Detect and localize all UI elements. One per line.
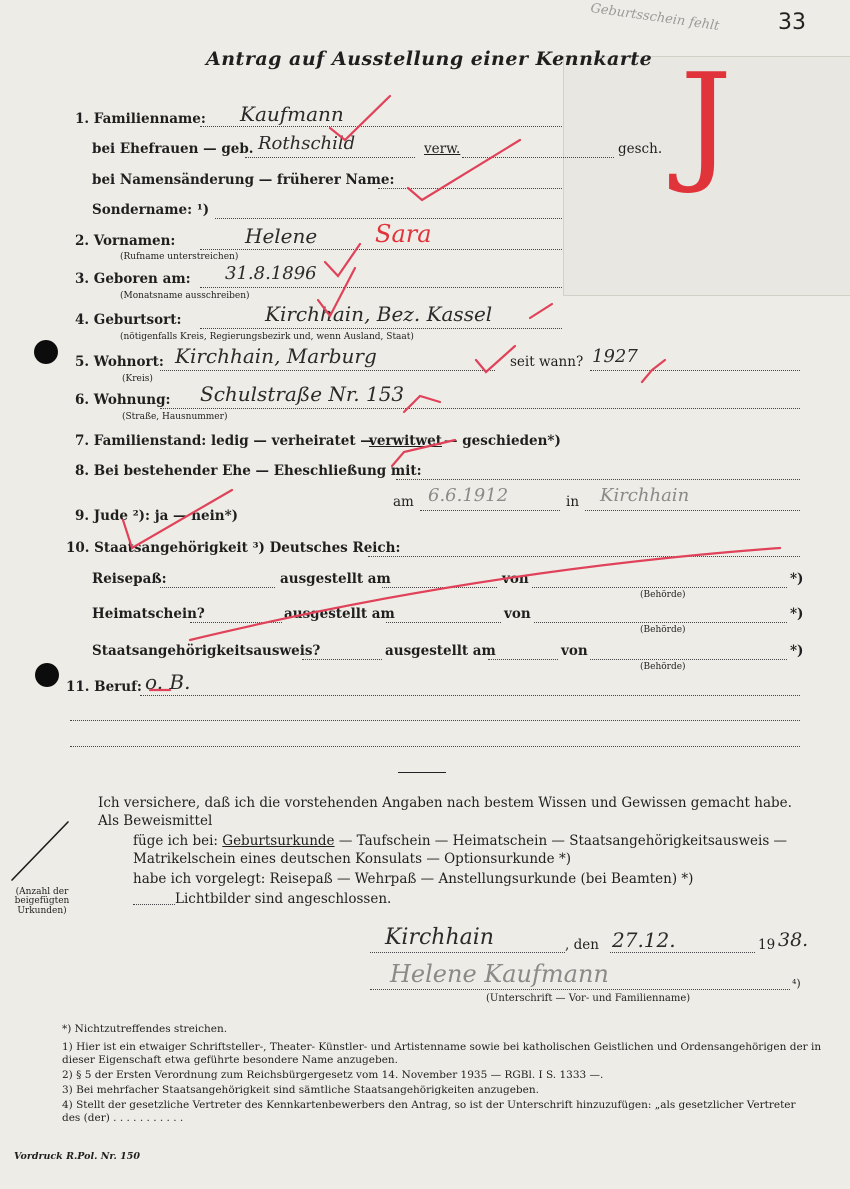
fuege-bei-rest: — Taufschein — Heimatschein — Staatsangehörigkeitsausweis — bbox=[338, 833, 788, 849]
extra-line-1 bbox=[70, 720, 800, 721]
year-prefix: 19 bbox=[758, 937, 776, 953]
field-2-line bbox=[200, 249, 562, 250]
form-title: Antrag auf Ausstellung einer Kennkarte bbox=[206, 48, 653, 70]
punch-hole-top bbox=[34, 340, 58, 364]
declaration-line-1: Ich versichere, daß ich die vorstehenden Angaben nach bestem Wissen und Gewissen gemacht habe. bbox=[98, 795, 792, 811]
field-6-line bbox=[160, 408, 800, 409]
geburtsurkunde-label: Geburtsurkunde bbox=[222, 833, 335, 849]
strike-line bbox=[190, 548, 780, 640]
field-2-note: (Rufname unterstreichen) bbox=[120, 252, 239, 262]
field-11-line bbox=[140, 695, 800, 696]
field-5-label: 5. Wohnort: bbox=[75, 354, 164, 370]
sondername-label: Sondername: ¹) bbox=[92, 202, 210, 218]
reisepass-star: *) bbox=[790, 571, 804, 587]
heimatschein-star: *) bbox=[790, 606, 804, 622]
field-3-label: 3. Geboren am: bbox=[75, 271, 191, 287]
in-label: in bbox=[566, 494, 580, 510]
reisepass-line-1 bbox=[160, 587, 275, 588]
check-mark-8 bbox=[404, 396, 440, 412]
date-line bbox=[610, 952, 755, 953]
declaration-line-4: Matrikelschein eines deutschen Konsulats — Optionsurkunde *) bbox=[133, 851, 571, 867]
heimatschein-ausgestellt: ausgestellt am bbox=[284, 606, 395, 622]
staatsausweis-behoerde: (Behörde) bbox=[640, 662, 686, 672]
field-3-value: 31.8.1896 bbox=[225, 263, 317, 284]
reisepass-line-3 bbox=[532, 587, 787, 588]
den-label: , den bbox=[565, 937, 599, 953]
field-1-label: 1. Familienname: bbox=[75, 111, 206, 127]
field-4-label: 4. Geburtsort: bbox=[75, 312, 182, 328]
ehefrauen-label: bei Ehefrauen — geb. bbox=[92, 141, 254, 157]
field-3-note: (Monatsname ausschreiben) bbox=[120, 291, 250, 301]
reisepass-label: Reisepaß: bbox=[92, 571, 167, 587]
field-4-value: Kirchhain, Bez. Kassel bbox=[265, 302, 493, 326]
check-mark-5 bbox=[530, 304, 552, 318]
am-value: 6.6.1912 bbox=[428, 485, 509, 506]
field-10-line bbox=[368, 556, 800, 557]
in-line bbox=[585, 510, 800, 511]
declaration-line-5: habe ich vorgelegt: Reisepaß — Wehrpaß — Anstellungsurkunde (bei Beamten) *) bbox=[133, 871, 694, 887]
staatsausweis-line-2 bbox=[488, 659, 558, 660]
footnote-1b: dieser Eigenschaft etwa geführte besondere Name anzugeben. bbox=[62, 1054, 399, 1066]
namensaenderung-line bbox=[378, 188, 562, 189]
check-mark-7 bbox=[642, 360, 665, 382]
heimatschein-line-2 bbox=[386, 622, 501, 623]
signature-note: (Unterschrift — Vor- und Familienname) bbox=[486, 993, 691, 1004]
separator bbox=[398, 772, 446, 773]
seit-wann-line bbox=[590, 370, 800, 371]
field-5-note: (Kreis) bbox=[122, 374, 153, 384]
field-8-line bbox=[396, 479, 800, 480]
date-value: 27.12. bbox=[612, 928, 676, 952]
lichtbilder-line bbox=[133, 904, 175, 905]
heimatschein-line-3 bbox=[534, 622, 787, 623]
seit-wann-label: seit wann? bbox=[510, 354, 584, 370]
declaration-line-2: Als Beweismittel bbox=[98, 813, 213, 829]
form-number: Vordruck R.Pol. Nr. 150 bbox=[14, 1151, 140, 1162]
footnote-4b: des (der) . . . . . . . . . . . bbox=[62, 1112, 184, 1124]
field-7-verwitwet: verwitwet bbox=[369, 433, 442, 449]
field-6-value: Schulstraße Nr. 153 bbox=[200, 382, 405, 406]
sondername-line bbox=[215, 218, 562, 219]
field-6-label: 6. Wohnung: bbox=[75, 392, 171, 408]
staatsausweis-line-1 bbox=[302, 659, 382, 660]
seit-wann-value: 1927 bbox=[592, 346, 638, 367]
footnote-star: *) Nichtzutreffendes streichen. bbox=[62, 1023, 228, 1035]
gesch-label: gesch. bbox=[618, 141, 663, 157]
pencil-note: Geburtsschein fehlt bbox=[589, 1, 721, 34]
verw-label: verw. bbox=[424, 141, 461, 157]
red-j-stamp: J bbox=[680, 45, 733, 197]
field-7-rest: — geschieden*) bbox=[444, 433, 561, 449]
extra-line-2 bbox=[70, 746, 800, 747]
signature-line bbox=[370, 989, 790, 990]
place-value: Kirchhain bbox=[385, 925, 494, 950]
footnote-3: 3) Bei mehrfacher Staatsangehörigkeit sind sämtliche Staatsangehörigkeiten anzugeben. bbox=[62, 1084, 539, 1096]
field-3-line bbox=[200, 287, 562, 288]
reisepass-von: von bbox=[502, 571, 529, 587]
heimatschein-line-1 bbox=[190, 622, 282, 623]
am-line bbox=[420, 510, 560, 511]
heimatschein-label: Heimatschein? bbox=[92, 606, 205, 622]
heimatschein-von: von bbox=[504, 606, 531, 622]
page-number: 33 bbox=[778, 10, 806, 35]
field-9-label: 9. Jude ²): ja — nein*) bbox=[75, 508, 239, 524]
field-4-line bbox=[200, 328, 562, 329]
field-4-note: (nötigenfalls Kreis, Regierungsbezirk und, wenn Ausland, Staat) bbox=[120, 332, 414, 342]
field-10-label: 10. Staatsangehörigkeit ³) Deutsches Reich: bbox=[66, 540, 401, 556]
field-2-label: 2. Vornamen: bbox=[75, 233, 176, 249]
ehefrauen-line bbox=[245, 157, 415, 158]
in-value: Kirchhain bbox=[600, 485, 690, 506]
field-11-label: 11. Beruf: bbox=[66, 679, 142, 695]
reisepass-behoerde: (Behörde) bbox=[640, 590, 686, 600]
field-1-value: Kaufmann bbox=[240, 102, 344, 126]
staatsausweis-ausgestellt: ausgestellt am bbox=[385, 643, 496, 659]
signature: Helene Kaufmann bbox=[390, 960, 609, 988]
field-7-label: 7. Familienstand: ledig — verheiratet — bbox=[75, 433, 374, 449]
verw-line bbox=[462, 157, 614, 158]
staatsausweis-line-3 bbox=[590, 659, 787, 660]
namensaenderung-label: bei Namensänderung — früherer Name: bbox=[92, 172, 395, 188]
anzahl-slash bbox=[12, 822, 68, 880]
field-6-note: (Straße, Hausnummer) bbox=[122, 412, 228, 422]
signature-mark: ⁴) bbox=[792, 977, 801, 990]
year-suffix: 38. bbox=[778, 929, 809, 951]
declaration-line-6: Lichtbilder sind angeschlossen. bbox=[175, 891, 392, 907]
field-2-value: Helene bbox=[245, 224, 318, 248]
heimatschein-behoerde: (Behörde) bbox=[640, 625, 686, 635]
staatsausweis-von: von bbox=[561, 643, 588, 659]
reisepass-line-2 bbox=[382, 587, 497, 588]
declaration-line-3 bbox=[133, 833, 787, 849]
ehefrauen-value: Rothschild bbox=[258, 133, 356, 154]
reisepass-ausgestellt: ausgestellt am bbox=[280, 571, 391, 587]
field-5-value: Kirchhain, Marburg bbox=[175, 344, 377, 368]
anzahl-note: (Anzahl der beigefügten Urkunden) bbox=[14, 887, 70, 916]
footnote-2: 2) § 5 der Ersten Verordnung zum Reichsbürgergesetz vom 14. November 1935 — RGBl. I S. 1333 —. bbox=[62, 1069, 604, 1081]
field-2-red-name: Sara bbox=[375, 220, 432, 248]
punch-hole-bottom bbox=[35, 663, 59, 687]
staatsausweis-label: Staatsangehörigkeitsausweis? bbox=[92, 643, 321, 659]
staatsausweis-star: *) bbox=[790, 643, 804, 659]
field-8-label: 8. Bei bestehender Ehe — Eheschließung mit: bbox=[75, 463, 422, 479]
field-5-line bbox=[160, 370, 495, 371]
place-line bbox=[370, 952, 565, 953]
am-label: am bbox=[393, 494, 414, 510]
footnote-4a: 4) Stellt der gesetzliche Vertreter des Kennkartenbewerbers den Antrag, so ist der Unterschrift hinzuzufügen: „als gesetzlicher Vertreter bbox=[62, 1099, 796, 1111]
fuege-bei-label: füge ich bei: bbox=[133, 833, 218, 849]
footnote-1a: 1) Hier ist ein etwaiger Schriftsteller-, Theater- Künstler- und Artistenname sowie bei katholischen Geistlichen und Ordensangehörigen der in bbox=[62, 1041, 822, 1053]
field-11-value: o. B. bbox=[145, 670, 191, 694]
field-1-line bbox=[200, 126, 562, 127]
